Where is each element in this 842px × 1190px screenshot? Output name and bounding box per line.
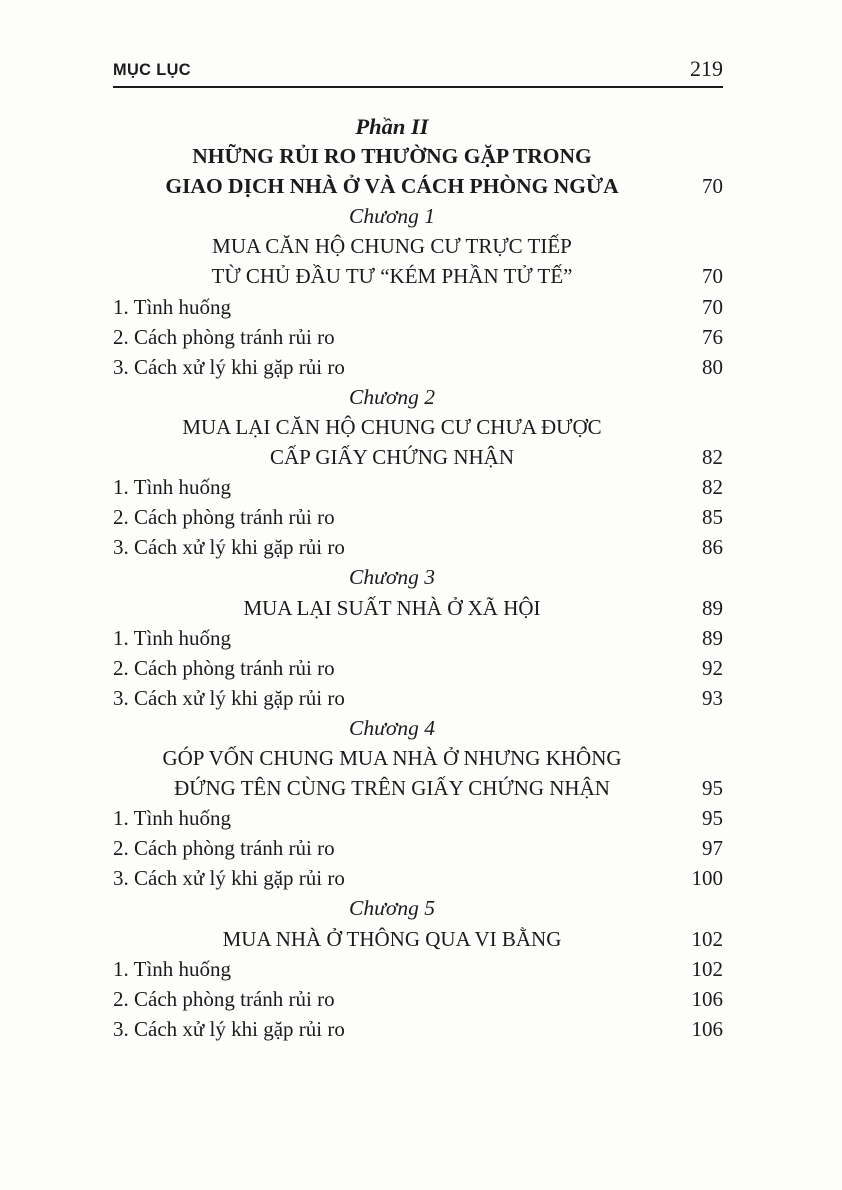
chapter-title-row: [113, 445, 723, 475]
chapter-title-line: MUA NHÀ Ở THÔNG QUA VI BẰNG: [222, 926, 562, 951]
toc-page-number: 70: [702, 294, 723, 319]
toc-page-number: 76: [702, 324, 723, 349]
chapter-label-row: [113, 565, 723, 595]
toc-item-text: 1. Tình huống: [113, 625, 232, 650]
toc-item: [113, 866, 723, 896]
toc-item-text: 2. Cách phòng tránh rủi ro: [113, 986, 335, 1011]
toc-page-number: 80: [702, 354, 723, 379]
toc-page-number: 97: [702, 836, 723, 861]
toc-page-number: 82: [702, 445, 723, 470]
toc-item: [113, 325, 723, 355]
chapter-label-row: [113, 896, 723, 926]
chapter-label: Chương 5: [349, 896, 435, 921]
toc-page-number: 92: [702, 655, 723, 680]
toc-item: [113, 656, 723, 686]
toc-page-number: 89: [702, 595, 723, 620]
part-title-line: GIAO DỊCH NHÀ Ở VÀ CÁCH PHÒNG NGỪA: [165, 174, 619, 199]
chapter-label-row: [113, 716, 723, 746]
toc-page-number: 93: [702, 685, 723, 710]
toc-page-number: 95: [702, 806, 723, 831]
toc-item-text: 3. Cách xử lý khi gặp rủi ro: [113, 535, 345, 560]
toc-item-text: 3. Cách xử lý khi gặp rủi ro: [113, 1016, 345, 1041]
chapter-label: Chương 4: [349, 715, 435, 740]
toc-page-number: 70: [702, 174, 723, 199]
toc-item: [113, 505, 723, 535]
chapter-title-row: [113, 596, 723, 626]
running-header: [113, 58, 723, 88]
chapter-title-row: [113, 746, 723, 776]
toc-item-text: 1. Tình huống: [113, 806, 232, 831]
header-page-number: 219: [690, 56, 723, 81]
chapter-title-line: TỪ CHỦ ĐẦU TƯ “KÉM PHẦN TỬ TẾ”: [211, 264, 573, 289]
toc-item: [113, 535, 723, 565]
toc-item-text: 1. Tình huống: [113, 294, 232, 319]
toc-item-text: 1. Tình huống: [113, 956, 232, 981]
part-title-row: [113, 174, 723, 204]
toc-item-text: 2. Cách phòng tránh rủi ro: [113, 836, 335, 861]
toc-item-text: 3. Cách xử lý khi gặp rủi ro: [113, 354, 345, 379]
toc-item-text: 3. Cách xử lý khi gặp rủi ro: [113, 685, 345, 710]
toc-page-number: 106: [691, 986, 723, 1011]
toc-page-number: 82: [702, 475, 723, 500]
toc-item-text: 1. Tình huống: [113, 475, 232, 500]
toc-page-number: 86: [702, 535, 723, 560]
toc-item-text: 2. Cách phòng tránh rủi ro: [113, 505, 335, 530]
toc-item: [113, 836, 723, 866]
toc-page-number: 95: [702, 776, 723, 801]
chapter-title-line: CẤP GIẤY CHỨNG NHẬN: [270, 445, 514, 470]
chapter-title-row: [113, 776, 723, 806]
toc-item-text: 2. Cách phòng tránh rủi ro: [113, 324, 335, 349]
toc-item: [113, 295, 723, 325]
chapter-title-row: [113, 927, 723, 957]
chapter-label-row: [113, 204, 723, 234]
toc-page-number: 100: [691, 866, 723, 891]
toc-item: [113, 475, 723, 505]
part-title-row: [113, 144, 723, 174]
toc-page-number: 106: [691, 1016, 723, 1041]
chapter-title-line: GÓP VỐN CHUNG MUA NHÀ Ở NHƯNG KHÔNG: [162, 745, 622, 770]
part-label: Phần II: [355, 114, 429, 139]
chapter-label: Chương 1: [349, 204, 435, 229]
chapter-label-row: [113, 385, 723, 415]
header-title: MỤC LỤC: [113, 60, 191, 79]
toc-item: [113, 957, 723, 987]
toc-page-number: 102: [691, 926, 723, 951]
toc-page-number: 85: [702, 505, 723, 530]
toc-item: [113, 806, 723, 836]
chapter-label: Chương 2: [349, 384, 435, 409]
toc-item-text: 2. Cách phòng tránh rủi ro: [113, 655, 335, 680]
toc-item: [113, 626, 723, 656]
chapter-title-line: ĐỨNG TÊN CÙNG TRÊN GIẤY CHỨNG NHẬN: [174, 776, 610, 801]
table-of-contents: [113, 114, 723, 1047]
toc-item: [113, 1017, 723, 1047]
toc-page-number: 70: [702, 264, 723, 289]
chapter-title-row: [113, 415, 723, 445]
toc-item: [113, 987, 723, 1017]
chapter-title-line: MUA CĂN HỘ CHUNG CƯ TRỰC TIẾP: [212, 234, 572, 259]
part-title-line: NHỮNG RỦI RO THƯỜNG GẶP TRONG: [192, 144, 592, 169]
chapter-title-line: MUA LẠI SUẤT NHÀ Ở XÃ HỘI: [243, 595, 541, 620]
chapter-title-row: [113, 264, 723, 294]
toc-item: [113, 686, 723, 716]
chapter-title-line: MUA LẠI CĂN HỘ CHUNG CƯ CHƯA ĐƯỢC: [182, 414, 602, 439]
part-label-row: [113, 114, 723, 144]
toc-page-number: 89: [702, 625, 723, 650]
chapter-title-row: [113, 234, 723, 264]
toc-item-text: 3. Cách xử lý khi gặp rủi ro: [113, 866, 345, 891]
chapter-label: Chương 3: [349, 565, 435, 590]
toc-item: [113, 355, 723, 385]
toc-page-number: 102: [691, 956, 723, 981]
